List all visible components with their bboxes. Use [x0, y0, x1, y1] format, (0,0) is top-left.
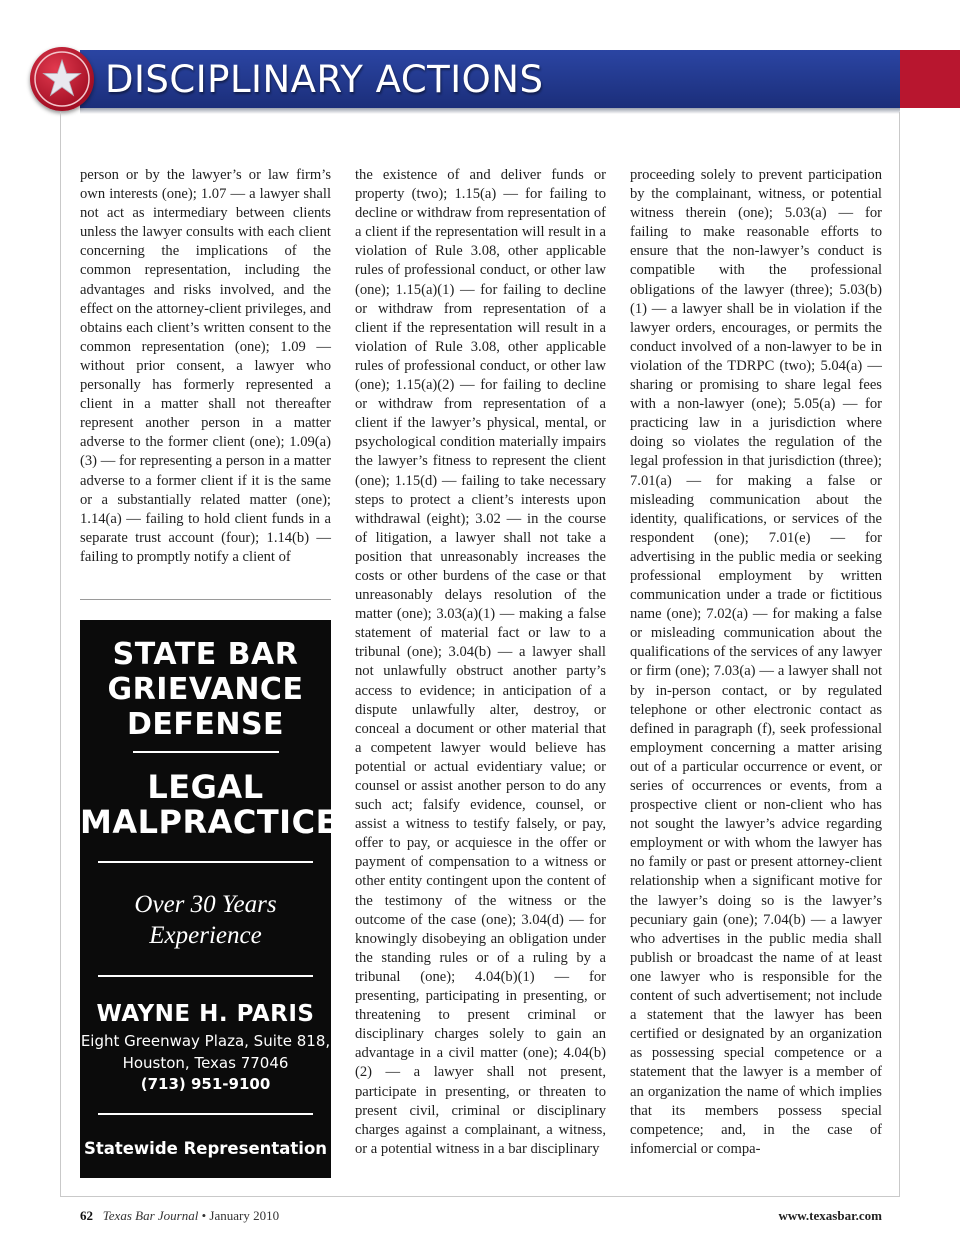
page-number: 62 [80, 1208, 93, 1223]
ad-tagline-experience: Experience [149, 922, 262, 949]
ad-footer: Statewide Representation [83, 1139, 328, 1158]
ad-divider [98, 975, 313, 977]
frame-right-rule [899, 112, 900, 1196]
frame-left-rule [60, 112, 61, 1196]
website-url: www.texasbar.com [778, 1208, 882, 1223]
star-seal-icon [30, 47, 94, 111]
page-footer-left [80, 1208, 279, 1224]
footer-separator: • [201, 1208, 207, 1223]
header-banner-shadow [80, 108, 900, 114]
ad-heading-defense: DEFENSE [126, 707, 285, 742]
ad-heading-malpractice: MALPRACTICE [80, 803, 338, 841]
ad-tagline-years: Over 30 Years [134, 891, 277, 918]
header-accent-block [900, 50, 960, 108]
ad-heading-legal: LEGAL [147, 768, 264, 806]
star-icon [30, 47, 94, 111]
ad-address-line-1: Eight Greenway Plaza, Suite 818, [80, 1032, 331, 1050]
publication-name: Texas Bar Journal [102, 1208, 199, 1223]
article-column-2: the existence of and deliver funds or property (two); 1.15(a) — for failing to decline or withdraw from representation of a client if the representation will result in a violation of Rule 3.08, other applicable rules of professional conduct, or other law (one); 1.15(a)(1) — for failing to decline or withdraw from representation of a client if the representation will result in a violation of Rule 3.08, other applicable rules of professional conduct, or other law (one); 1.15(a)(2) — for failing to decline or withdraw from representation of a client if the lawyer’s physical, mental, or psychological condition materially impairs the lawyer’s fitness to represent the client (one); 1.15(d) — failing to take necessary steps to protect a client’s interests upon withdrawal (eight); 3.02 — in the course of litigation, a lawyer shall not take a position that unreasonably increases the costs or other burdens of the case or that unreasonably delays resolution of the matter (one); 3.03(a)(1) — making a false statement of material fact or law to a tribunal (one); 3.04(b) — a lawyer shall not unlawfully obstruct another party’s access to evidence; in anticipation of a dispute unlawfully alter, destroy, or conceal a document or other material that a competent lawyer would believe has potential or actual evidentiary value; or counsel or assist another person to do any such act; falsify evidence, counsel, or assist a witness to testify falsely, or pay, offer to pay, or acquiesce in the offer or payment of compensation to a witness or other entity contingent upon the content of the testimony of the witness or the outcome of the case (one); 3.04(d) — for knowingly disobeying an obligation under the standing rules or of a ruling by a tribunal (one); 4.04(b)(1) — for presenting, participating in presenting, or threatening to present criminal or disciplinary charges solely to gain an advantage in a civil matter (one); 4.04(b)(2) — a lawyer shall not present, participate in presenting, or threaten to present civil, criminal or disciplinary charges against a complainant, a witness, or a potential witness in a bar disciplinary [355, 167, 606, 1157]
advertisement [80, 620, 338, 1178]
ad-phone: (713) 951-9100 [140, 1075, 271, 1093]
ad-attorney-name: WAYNE H. PARIS [96, 1001, 315, 1027]
section-title: DISCIPLINARY ACTIONS [105, 58, 544, 101]
ad-divider [98, 861, 313, 863]
ad-heading-grievance: GRIEVANCE [107, 672, 304, 707]
column-divider [80, 599, 331, 600]
article-column-3: proceeding solely to prevent participation by the complainant, witness, or potential witness therein (one); 5.03(a) — for failing to make reasonable efforts to ensure that the non-lawyer’s conduct is compatible with the professional obligations of the lawyer (three); 5.03(b)(1) — a lawyer shall be in violation if the lawyer orders, encourages, or permits the conduct involved of a non-lawyer to be in violation of the TDRPC (two); 5.04(a) — sharing or promising to share legal fees with a non-lawyer (one); 5.05(a) — for practicing law in a jurisdiction where doing so violates the regulation of the legal profession in that jurisdiction (three); 7.01(a) — for making a false or misleading communication about the identity, qualifications, or services of the respondent (one); 7.01(e) — for advertising in the public media or seeking professional employment by written communication under a trade or fictitious name (one); 7.02(a) — for making a false or misleading communication about the qualifications of the services of any lawyer or firm (one); 7.03(a) — a lawyer shall not by in-person contact, or by regulated telephone or other electronic contact as defined in paragraph (f), seek professional employment concerning a matter arising out of a particular occurrence or event, or series of occurrences or events, from a prospective client or non-client who has not sought the lawyer’s advice regarding employment or with whom the lawyer has no family or past or present attorney-client relationship when a significant motive for the lawyer’s doing so is the lawyer’s pecuniary gain (one); 7.04(b) — a lawyer who advertises in the public media shall publish or broadcast the name of at least one lawyer who is responsible for the content of such advertisement; not include a statement that the lawyer has been certified or designated by an organization as possessing special competence or a statement that the lawyer is a member of an organization the name of which implies that its members possess special competence; and, in the case of infomercial or compa- [630, 167, 882, 1157]
ad-divider [133, 751, 279, 753]
ad-heading-state-bar: STATE BAR [112, 637, 299, 672]
issue-date: January 2010 [209, 1208, 280, 1223]
frame-bottom-rule [60, 1196, 900, 1197]
ad-address-line-2: Houston, Texas 77046 [122, 1054, 289, 1072]
article-column-1: person or by the lawyer’s or law firm’s own interests (one); 1.07 — a lawyer shall not act as intermediary between clients unless the lawyer consults with each client concerning the implications of the common representation, including the advantages and risks involved, and the effect on the attorney-client privileges, and obtains each client’s written consent to the common representation (one); 1.09 — without prior consent, a lawyer who personally has formerly represented a client in a matter shall not thereafter represent another person in a matter adverse to the former client (one); 1.09(a)(3) — for representing a person in a matter adverse to a former client if it is the same or a substantially related matter (one); 1.14(a) — failing to hold client funds in a separate trust account (four); 1.14(b) — failing to promptly notify a client of [80, 167, 331, 565]
ad-divider [98, 1113, 313, 1115]
